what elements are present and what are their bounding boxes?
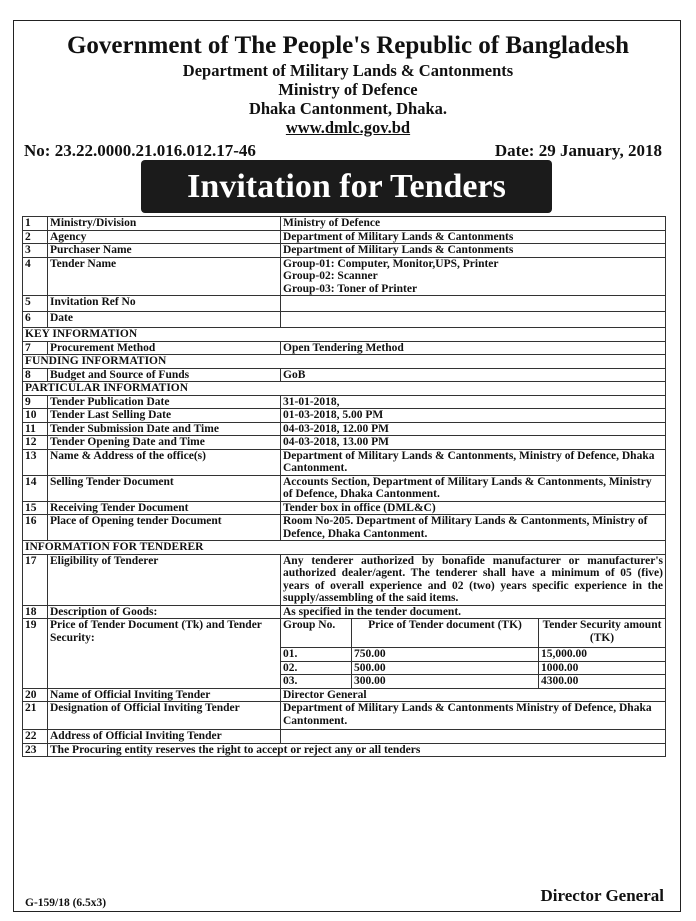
tender-group-1: Group-01: Computer, Monitor,UPS, Printer [283, 257, 499, 270]
row-value: Director General [281, 688, 666, 702]
row-value: 04-03-2018, 12.00 PM [281, 422, 666, 436]
price-row [281, 661, 665, 675]
reservation-clause: The Procuring entity reserves the right to accept or reject any or all tenders [48, 743, 666, 757]
table-row [23, 409, 666, 423]
tender-group-3: Group-03: Toner of Printer [283, 282, 418, 295]
price-table [281, 619, 665, 688]
row-number: 19 [23, 619, 48, 689]
publication-code: G-159/18 (6.5x3) [25, 897, 107, 909]
row-number: 12 [23, 436, 48, 450]
table-row [23, 501, 666, 515]
row-label: Date [48, 312, 281, 328]
row-label: Name & Address of the office(s) [48, 449, 281, 475]
table-row [23, 368, 666, 382]
row-number: 7 [23, 341, 48, 355]
section-information-for-tenderer: INFORMATION FOR TENDERER [23, 541, 666, 555]
row-label: Agency [48, 230, 281, 244]
col-security: Tender Security amount (TK) [539, 619, 666, 648]
group-price: 500.00 [352, 661, 539, 675]
row-label: Ministry/Division [48, 217, 281, 231]
location: Dhaka Cantonment, Dhaka. [248, 99, 448, 118]
row-number: 16 [23, 515, 48, 541]
row-number: 4 [23, 257, 48, 296]
row-number: 3 [23, 244, 48, 258]
row-label: Purchaser Name [48, 244, 281, 258]
row-value: Open Tendering Method [281, 341, 666, 355]
row-value: As specified in the tender document. [281, 605, 666, 619]
section-row [23, 355, 666, 369]
row-label: Tender Opening Date and Time [48, 436, 281, 450]
group-price: 300.00 [352, 675, 539, 688]
group-security: 15,000.00 [539, 648, 666, 662]
table-row [23, 605, 666, 619]
table-row [23, 230, 666, 244]
row-value: Accounts Section, Department of Military Lands & Cantonments, Ministry of Defence, Dhaka Cantonment. [281, 475, 666, 501]
row-label: Tender Submission Date and Time [48, 422, 281, 436]
table-row [23, 619, 666, 689]
row-value: Department of Military Lands & Cantonments, Ministry of Defence, Dhaka Cantonment. [281, 449, 666, 475]
row-value: Department of Military Lands & Cantonments [281, 230, 666, 244]
website-link[interactable]: www.dmlc.gov.bd [285, 118, 411, 137]
department-name: Department of Military Lands & Cantonments [182, 61, 514, 80]
group-no: 02. [281, 661, 352, 675]
row-number: 10 [23, 409, 48, 423]
row-value [281, 257, 666, 296]
table-row [23, 702, 666, 730]
table-row [23, 296, 666, 312]
section-row [23, 541, 666, 555]
row-label: Invitation Ref No [48, 296, 281, 312]
section-particular-information: PARTICULAR INFORMATION [23, 382, 666, 396]
banner-title: Invitation for Tenders [141, 160, 552, 213]
row-number: 13 [23, 449, 48, 475]
price-table-header [281, 619, 665, 648]
row-value [281, 312, 666, 328]
col-group-no: Group No. [281, 619, 352, 648]
row-label: Procurement Method [48, 341, 281, 355]
group-security: 4300.00 [539, 675, 666, 688]
table-row [23, 743, 666, 757]
table-row [23, 341, 666, 355]
notice-date: Date: 29 January, 2018 [494, 141, 662, 160]
row-number: 14 [23, 475, 48, 501]
row-number: 18 [23, 605, 48, 619]
row-value: 04-03-2018, 13.00 PM [281, 436, 666, 450]
row-label: Description of Goods: [48, 605, 281, 619]
row-number: 8 [23, 368, 48, 382]
row-value: Ministry of Defence [281, 217, 666, 231]
tender-group-2: Group-02: Scanner [283, 270, 378, 282]
row-number: 17 [23, 554, 48, 605]
government-title: Government of The People's Republic of Bangladesh [66, 32, 630, 59]
row-label: Price of Tender Document (Tk) and Tender Security: [48, 619, 281, 689]
ministry-name: Ministry of Defence [278, 80, 418, 99]
row-label: Designation of Official Inviting Tender [48, 702, 281, 730]
row-label: Tender Name [48, 257, 281, 296]
col-price: Price of Tender document (TK) [352, 619, 539, 648]
section-row [23, 328, 666, 342]
row-label: Selling Tender Document [48, 475, 281, 501]
row-value: 01-03-2018, 5.00 PM [281, 409, 666, 423]
row-value: GoB [281, 368, 666, 382]
table-row [23, 217, 666, 231]
row-label: Eligibility of Tenderer [48, 554, 281, 605]
row-value [281, 296, 666, 312]
group-security: 1000.00 [539, 661, 666, 675]
table-row [23, 554, 666, 605]
row-value: 31-01-2018, [281, 395, 666, 409]
row-value: Department of Military Lands & Cantonments Ministry of Defence, Dhaka Cantonment. [281, 702, 666, 730]
table-row [23, 475, 666, 501]
row-value: Tender box in office (DML&C) [281, 501, 666, 515]
table-row [23, 257, 666, 296]
table-row [23, 395, 666, 409]
price-row [281, 675, 665, 688]
row-number: 22 [23, 730, 48, 744]
row-value: Department of Military Lands & Cantonments [281, 244, 666, 258]
table-row [23, 730, 666, 744]
row-number: 9 [23, 395, 48, 409]
price-table-cell [281, 619, 666, 689]
row-number: 5 [23, 296, 48, 312]
table-row [23, 515, 666, 541]
row-label: Name of Official Inviting Tender [48, 688, 281, 702]
row-label: Tender Publication Date [48, 395, 281, 409]
price-row [281, 648, 665, 662]
row-label: Tender Last Selling Date [48, 409, 281, 423]
row-value: Room No-205. Department of Military Lands & Cantonments, Ministry of Defence, Dhaka Cantonment. [281, 515, 666, 541]
group-no: 01. [281, 648, 352, 662]
signatory: Director General [540, 886, 664, 905]
row-number: 2 [23, 230, 48, 244]
section-row [23, 382, 666, 396]
row-label: Place of Opening tender Document [48, 515, 281, 541]
table-row [23, 312, 666, 328]
section-key-information: KEY INFORMATION [23, 328, 666, 342]
row-label: Budget and Source of Funds [48, 368, 281, 382]
row-value: Any tenderer authorized by bonafide manufacturer or manufacturer's authorized dealer/agent. The tenderer shall have a minimum of 05 (five) years of overall experience and 02 (two) years specific experience in the supply/assembling of the said items. [281, 554, 666, 605]
row-number: 15 [23, 501, 48, 515]
row-number: 1 [23, 217, 48, 231]
table-row [23, 449, 666, 475]
row-number: 20 [23, 688, 48, 702]
row-number: 21 [23, 702, 48, 730]
table-row [23, 244, 666, 258]
row-value [281, 730, 666, 744]
group-no: 03. [281, 675, 352, 688]
table-row [23, 422, 666, 436]
row-label: Receiving Tender Document [48, 501, 281, 515]
table-row [23, 688, 666, 702]
row-number: 6 [23, 312, 48, 328]
row-label: Address of Official Inviting Tender [48, 730, 281, 744]
row-number: 11 [23, 422, 48, 436]
reference-number: No: 23.22.0000.21.016.012.17-46 [24, 141, 256, 160]
tender-table [22, 216, 666, 757]
row-number: 23 [23, 743, 48, 757]
group-price: 750.00 [352, 648, 539, 662]
section-funding-information: FUNDING INFORMATION [23, 355, 666, 369]
table-row [23, 436, 666, 450]
